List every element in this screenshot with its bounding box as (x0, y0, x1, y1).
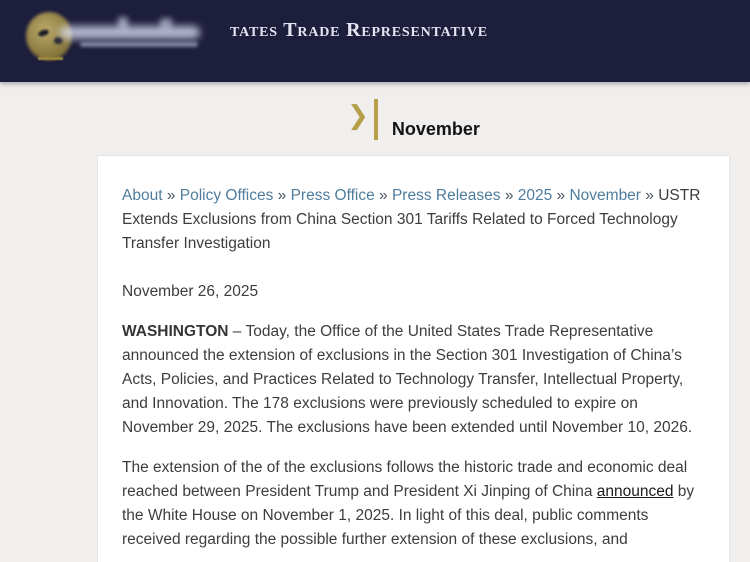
breadcrumb-link[interactable]: 2025 (517, 187, 553, 204)
breadcrumb-current-title: USTR Extends Exclusions from China Section 301 Tariffs Related to Forced Technology Transfer Investigation (122, 187, 701, 252)
breadcrumb-link[interactable]: Press Releases (391, 187, 501, 204)
paragraph-1-text: – Today, the Office of the United States Trade Representative announced the extension of exclusions in the Section 301 Investigation of China’s Acts, Policies, and Practices Related to Technology Transfer, Intellectual Property, and Innovation. The 178 exclusions were previously scheduled to expire on November 29, 2025. The exclusions have been extended until November 10, 2026. (122, 323, 693, 436)
section-heading (97, 82, 730, 155)
breadcrumb-link[interactable]: Policy Offices (179, 187, 274, 204)
site-header (0, 0, 750, 82)
breadcrumb-link[interactable]: Press Office (290, 187, 375, 204)
blurred-logo-text (118, 17, 128, 29)
breadcrumb-separator: » (640, 187, 659, 204)
breadcrumb (122, 184, 705, 256)
blurred-logo-text (160, 18, 172, 29)
announced-link[interactable]: announced (596, 483, 674, 500)
breadcrumb-separator: » (552, 187, 570, 204)
dateline: WASHINGTON (122, 323, 229, 340)
paragraph-2 (122, 456, 705, 552)
paragraph-2-pre: The extension of the of the exclusions follows the historic trade and economic deal reached between President Trump and President Xi Jinping of China (122, 459, 688, 500)
breadcrumb-separator: » (374, 187, 392, 204)
breadcrumb-separator: » (273, 187, 291, 204)
blurred-logo-subtext (80, 42, 198, 47)
breadcrumb-separator: » (500, 187, 518, 204)
ustr-seal-logo[interactable] (0, 0, 215, 82)
article-date: November 26, 2025 (122, 283, 259, 300)
breadcrumb-link[interactable]: November (569, 187, 641, 204)
chevron-right-icon: ❯ (347, 100, 369, 130)
seal-underline (38, 57, 63, 60)
site-title: tates Trade Representative (230, 19, 488, 41)
seal-detail (54, 37, 63, 44)
paragraph-1 (122, 320, 705, 440)
breadcrumb-link[interactable]: About (122, 187, 163, 204)
paragraph-2-post: by the White House on November 1, 2025. In light of this deal, public comments received regarding the possible further extension of these exclusions, and (122, 483, 695, 548)
breadcrumb-links (122, 187, 658, 204)
page-heading: November (391, 119, 480, 139)
blurred-logo-text (60, 26, 200, 39)
content-panel (97, 155, 730, 562)
breadcrumb-separator: » (162, 187, 180, 204)
gold-divider-bar (374, 99, 378, 140)
